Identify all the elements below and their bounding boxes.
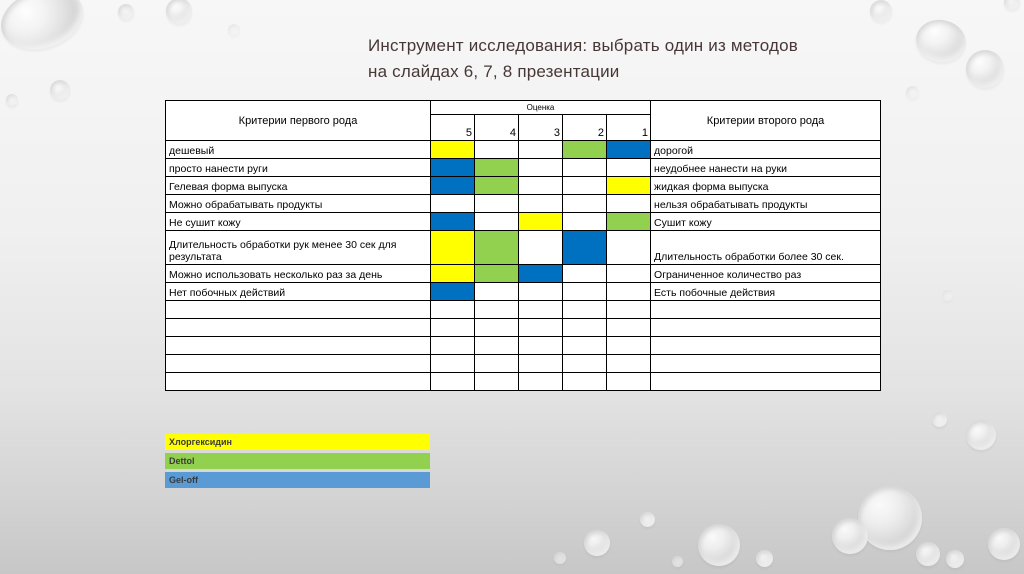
- blue-score-cell: [431, 283, 475, 301]
- blue-score-cell: [431, 177, 475, 195]
- empty-cell: [651, 373, 881, 391]
- bubble-decoration: [0, 0, 91, 60]
- empty-cell: [651, 319, 881, 337]
- second-criterion-cell: жидкая форма выпуска: [651, 177, 881, 195]
- legend-item: Dettol: [165, 453, 430, 469]
- empty-cell: [607, 319, 651, 337]
- empty-cell: [519, 373, 563, 391]
- score-cell: [475, 195, 519, 213]
- second-criterion-cell: Длительность обработки более 30 сек.: [651, 231, 881, 265]
- first-criterion-cell: дешевый: [166, 141, 431, 159]
- bubble-decoration: [932, 412, 947, 427]
- empty-cell: [651, 301, 881, 319]
- first-criterion-cell: Можно использовать несколько раз за день: [166, 265, 431, 283]
- empty-cell: [607, 337, 651, 355]
- green-score-cell: [607, 213, 651, 231]
- first-criterion-cell: Нет побочных действий: [166, 283, 431, 301]
- slide-title-line1: Инструмент исследования: выбрать один из методов: [368, 36, 798, 55]
- bubble-decoration: [640, 512, 655, 527]
- empty-cell: [651, 355, 881, 373]
- empty-cell: [475, 373, 519, 391]
- score-cell: [563, 265, 607, 283]
- score-column-4: 4: [475, 115, 519, 141]
- bubble-decoration: [916, 542, 940, 566]
- second-criteria-header: Критерии второго рода: [651, 101, 881, 141]
- table-row: [166, 195, 881, 213]
- green-score-cell: [475, 231, 519, 265]
- empty-cell: [519, 319, 563, 337]
- score-cell: [431, 195, 475, 213]
- empty-cell: [475, 301, 519, 319]
- bubble-decoration: [988, 528, 1020, 560]
- bubble-decoration: [946, 550, 964, 568]
- bubble-decoration: [554, 552, 566, 564]
- empty-cell: [563, 355, 607, 373]
- empty-cell: [475, 319, 519, 337]
- bubble-decoration: [832, 518, 868, 554]
- empty-cell: [563, 373, 607, 391]
- empty-cell: [563, 319, 607, 337]
- score-cell: [519, 231, 563, 265]
- bubble-decoration: [942, 290, 953, 301]
- bubble-decoration: [966, 420, 996, 450]
- empty-cell: [166, 319, 431, 337]
- table-row: [166, 265, 881, 283]
- second-criterion-cell: неудобнее нанести на руки: [651, 159, 881, 177]
- empty-table-row: [166, 301, 881, 319]
- score-column-5: 5: [431, 115, 475, 141]
- empty-cell: [166, 301, 431, 319]
- score-cell: [475, 141, 519, 159]
- empty-cell: [475, 337, 519, 355]
- score-cell: [519, 159, 563, 177]
- score-cell: [563, 177, 607, 195]
- green-score-cell: [475, 159, 519, 177]
- slide-title: [368, 33, 838, 85]
- second-criterion-cell: Сушит кожу: [651, 213, 881, 231]
- empty-cell: [431, 373, 475, 391]
- green-score-cell: [475, 177, 519, 195]
- yellow-score-cell: [431, 231, 475, 265]
- empty-table-row: [166, 319, 881, 337]
- empty-cell: [607, 301, 651, 319]
- empty-cell: [519, 337, 563, 355]
- score-cell: [519, 177, 563, 195]
- blue-score-cell: [607, 141, 651, 159]
- empty-cell: [651, 337, 881, 355]
- score-cell: [607, 265, 651, 283]
- empty-cell: [166, 373, 431, 391]
- bubble-decoration: [228, 24, 240, 36]
- score-cell: [519, 195, 563, 213]
- blue-score-cell: [519, 265, 563, 283]
- second-criterion-cell: дорогой: [651, 141, 881, 159]
- empty-cell: [166, 355, 431, 373]
- blue-score-cell: [431, 213, 475, 231]
- blue-score-cell: [431, 159, 475, 177]
- green-score-cell: [475, 265, 519, 283]
- empty-cell: [166, 337, 431, 355]
- score-cell: [607, 231, 651, 265]
- first-criterion-cell: Не сушит кожу: [166, 213, 431, 231]
- criteria-table: [165, 100, 881, 391]
- table-row: [166, 177, 881, 195]
- empty-cell: [607, 373, 651, 391]
- score-cell: [475, 213, 519, 231]
- bubble-decoration: [50, 80, 70, 100]
- empty-cell: [563, 301, 607, 319]
- bubble-decoration: [584, 530, 610, 556]
- second-criterion-cell: нельзя обрабатывать продукты: [651, 195, 881, 213]
- empty-table-row: [166, 373, 881, 391]
- table-row: [166, 213, 881, 231]
- first-criterion-cell: Длительность обработки рук менее 30 сек для результата: [166, 231, 431, 265]
- first-criteria-header: Критерии первого рода: [166, 101, 431, 141]
- bubble-decoration: [912, 15, 970, 66]
- empty-cell: [519, 355, 563, 373]
- bubble-decoration: [1004, 0, 1020, 10]
- score-cell: [607, 195, 651, 213]
- legend-item: Хлоргексидин: [165, 434, 430, 450]
- empty-cell: [475, 355, 519, 373]
- score-column-2: 2: [563, 115, 607, 141]
- bubble-decoration: [166, 0, 192, 24]
- score-cell: [607, 283, 651, 301]
- bubble-decoration: [6, 94, 18, 106]
- table-row: [166, 141, 881, 159]
- yellow-score-cell: [431, 265, 475, 283]
- empty-cell: [519, 301, 563, 319]
- criteria-table-wrapper: [165, 100, 881, 391]
- table-row: [166, 231, 881, 265]
- bubble-decoration: [966, 50, 1004, 88]
- score-cell: [563, 213, 607, 231]
- empty-cell: [431, 355, 475, 373]
- second-criterion-cell: Есть побочные действия: [651, 283, 881, 301]
- yellow-score-cell: [431, 141, 475, 159]
- yellow-score-cell: [519, 213, 563, 231]
- table-row: [166, 283, 881, 301]
- bubble-decoration: [118, 4, 134, 20]
- bubble-decoration: [906, 86, 919, 99]
- first-criterion-cell: просто нанести руги: [166, 159, 431, 177]
- legend: [165, 434, 430, 491]
- empty-cell: [607, 355, 651, 373]
- legend-item: Gel-off: [165, 472, 430, 488]
- score-cell: [475, 283, 519, 301]
- score-cell: [563, 195, 607, 213]
- blue-score-cell: [563, 231, 607, 265]
- bubble-decoration: [698, 524, 740, 566]
- score-column-1: 1: [607, 115, 651, 141]
- score-column-3: 3: [519, 115, 563, 141]
- empty-table-row: [166, 355, 881, 373]
- score-cell: [519, 283, 563, 301]
- score-cell: [519, 141, 563, 159]
- bubble-decoration: [672, 556, 683, 567]
- slide-title-line2: на слайдах 6, 7, 8 презентации: [368, 62, 620, 81]
- empty-cell: [431, 319, 475, 337]
- empty-cell: [563, 337, 607, 355]
- first-criterion-cell: Можно обрабатывать продукты: [166, 195, 431, 213]
- empty-cell: [431, 301, 475, 319]
- yellow-score-cell: [607, 177, 651, 195]
- first-criterion-cell: Гелевая форма выпуска: [166, 177, 431, 195]
- empty-cell: [431, 337, 475, 355]
- bubble-decoration: [756, 550, 773, 567]
- table-row: [166, 159, 881, 177]
- score-header: Оценка: [431, 101, 651, 115]
- second-criterion-cell: Ограниченное количество раз: [651, 265, 881, 283]
- empty-table-row: [166, 337, 881, 355]
- bubble-decoration: [870, 0, 892, 22]
- score-cell: [563, 159, 607, 177]
- green-score-cell: [563, 141, 607, 159]
- bubble-decoration: [858, 486, 922, 550]
- score-cell: [607, 159, 651, 177]
- score-cell: [563, 283, 607, 301]
